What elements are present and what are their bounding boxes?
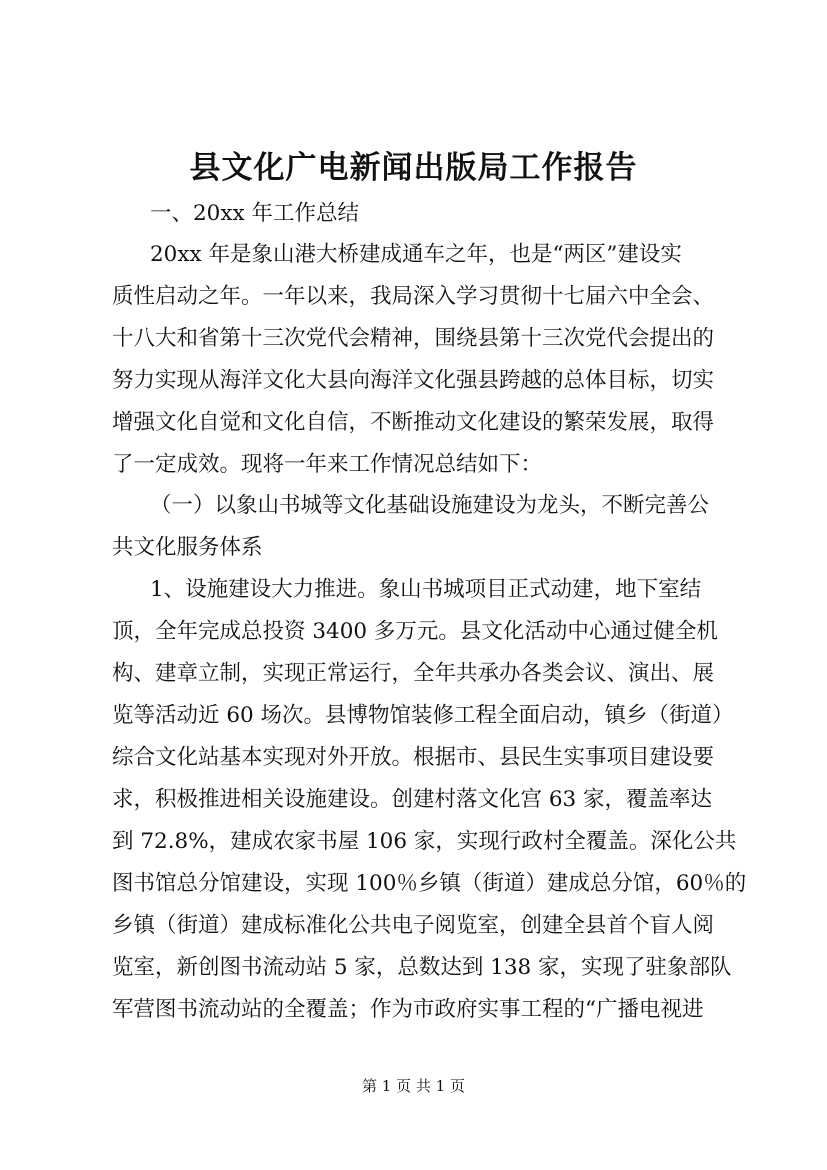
paragraph-line: 览室，新创图书流动站 5 家，总数达到 138 家，实现了驻象部队 (112, 955, 732, 980)
paragraph-line: 图书馆总分馆建设，实现 100％乡镇（街道）建成总分馆，60％的 (112, 871, 747, 896)
paragraph-line: 乡镇（街道）建成标准化公共电子阅览室，创建全县首个盲人阅 (112, 913, 715, 938)
paragraph-line: 了一定成效。现将一年来工作情况总结如下： (112, 452, 543, 477)
subsection-heading-cont: 共文化服务体系 (112, 535, 263, 560)
paragraph-line: 览等活动近 60 场次。县博物馆装修工程全面启动，镇乡（街道） (112, 703, 734, 728)
subsection-heading: （一）以象山书城等文化基础设施建设为龙头，不断完善公 (150, 493, 710, 518)
paragraph-line: 增强文化自觉和文化自信，不断推动文化建设的繁荣发展，取得 (112, 410, 715, 435)
paragraph-line: 军营图书流动站的全覆盖；作为市政府实事工程的“广播电视进 (112, 997, 704, 1022)
paragraph-line: 求，积极推进相关设施建设。创建村落文化宫 63 家，覆盖率达 (112, 787, 713, 812)
document-title: 县文化广电新闻出版局工作报告 (189, 150, 638, 186)
section-heading: 一、20xx 年工作总结 (150, 201, 359, 226)
paragraph-line: 努力实现从海洋文化大县向海洋文化强县跨越的总体目标，切实 (112, 368, 715, 393)
paragraph-line: 质性启动之年。一年以来，我局深入学习贯彻十七届六中全会、 (112, 284, 715, 309)
paragraph-line: 到 72.8%，建成农家书屋 106 家，实现行政村全覆盖。深化公共 (112, 829, 737, 854)
paragraph-line: 十八大和省第十三次党代会精神，围绕县第十三次党代会提出的 (112, 326, 715, 351)
paragraph-line: 构、建章立制，实现正常运行，全年共承办各类会议、演出、展 (112, 661, 715, 686)
paragraph-line: 综合文化站基本实现对外开放。根据市、县民生实事项目建设要 (112, 745, 715, 770)
page-footer: 第 1 页 共 1 页 (362, 1077, 465, 1095)
paragraph-line: 顶，全年完成总投资 3400 多万元。县文化活动中心通过健全机 (112, 619, 718, 644)
paragraph-line: 1、设施建设大力推进。象山书城项目正式动建，地下室结 (150, 577, 702, 602)
paragraph-line: 20xx 年是象山港大桥建成通车之年，也是“两区”建设实 (150, 242, 682, 267)
